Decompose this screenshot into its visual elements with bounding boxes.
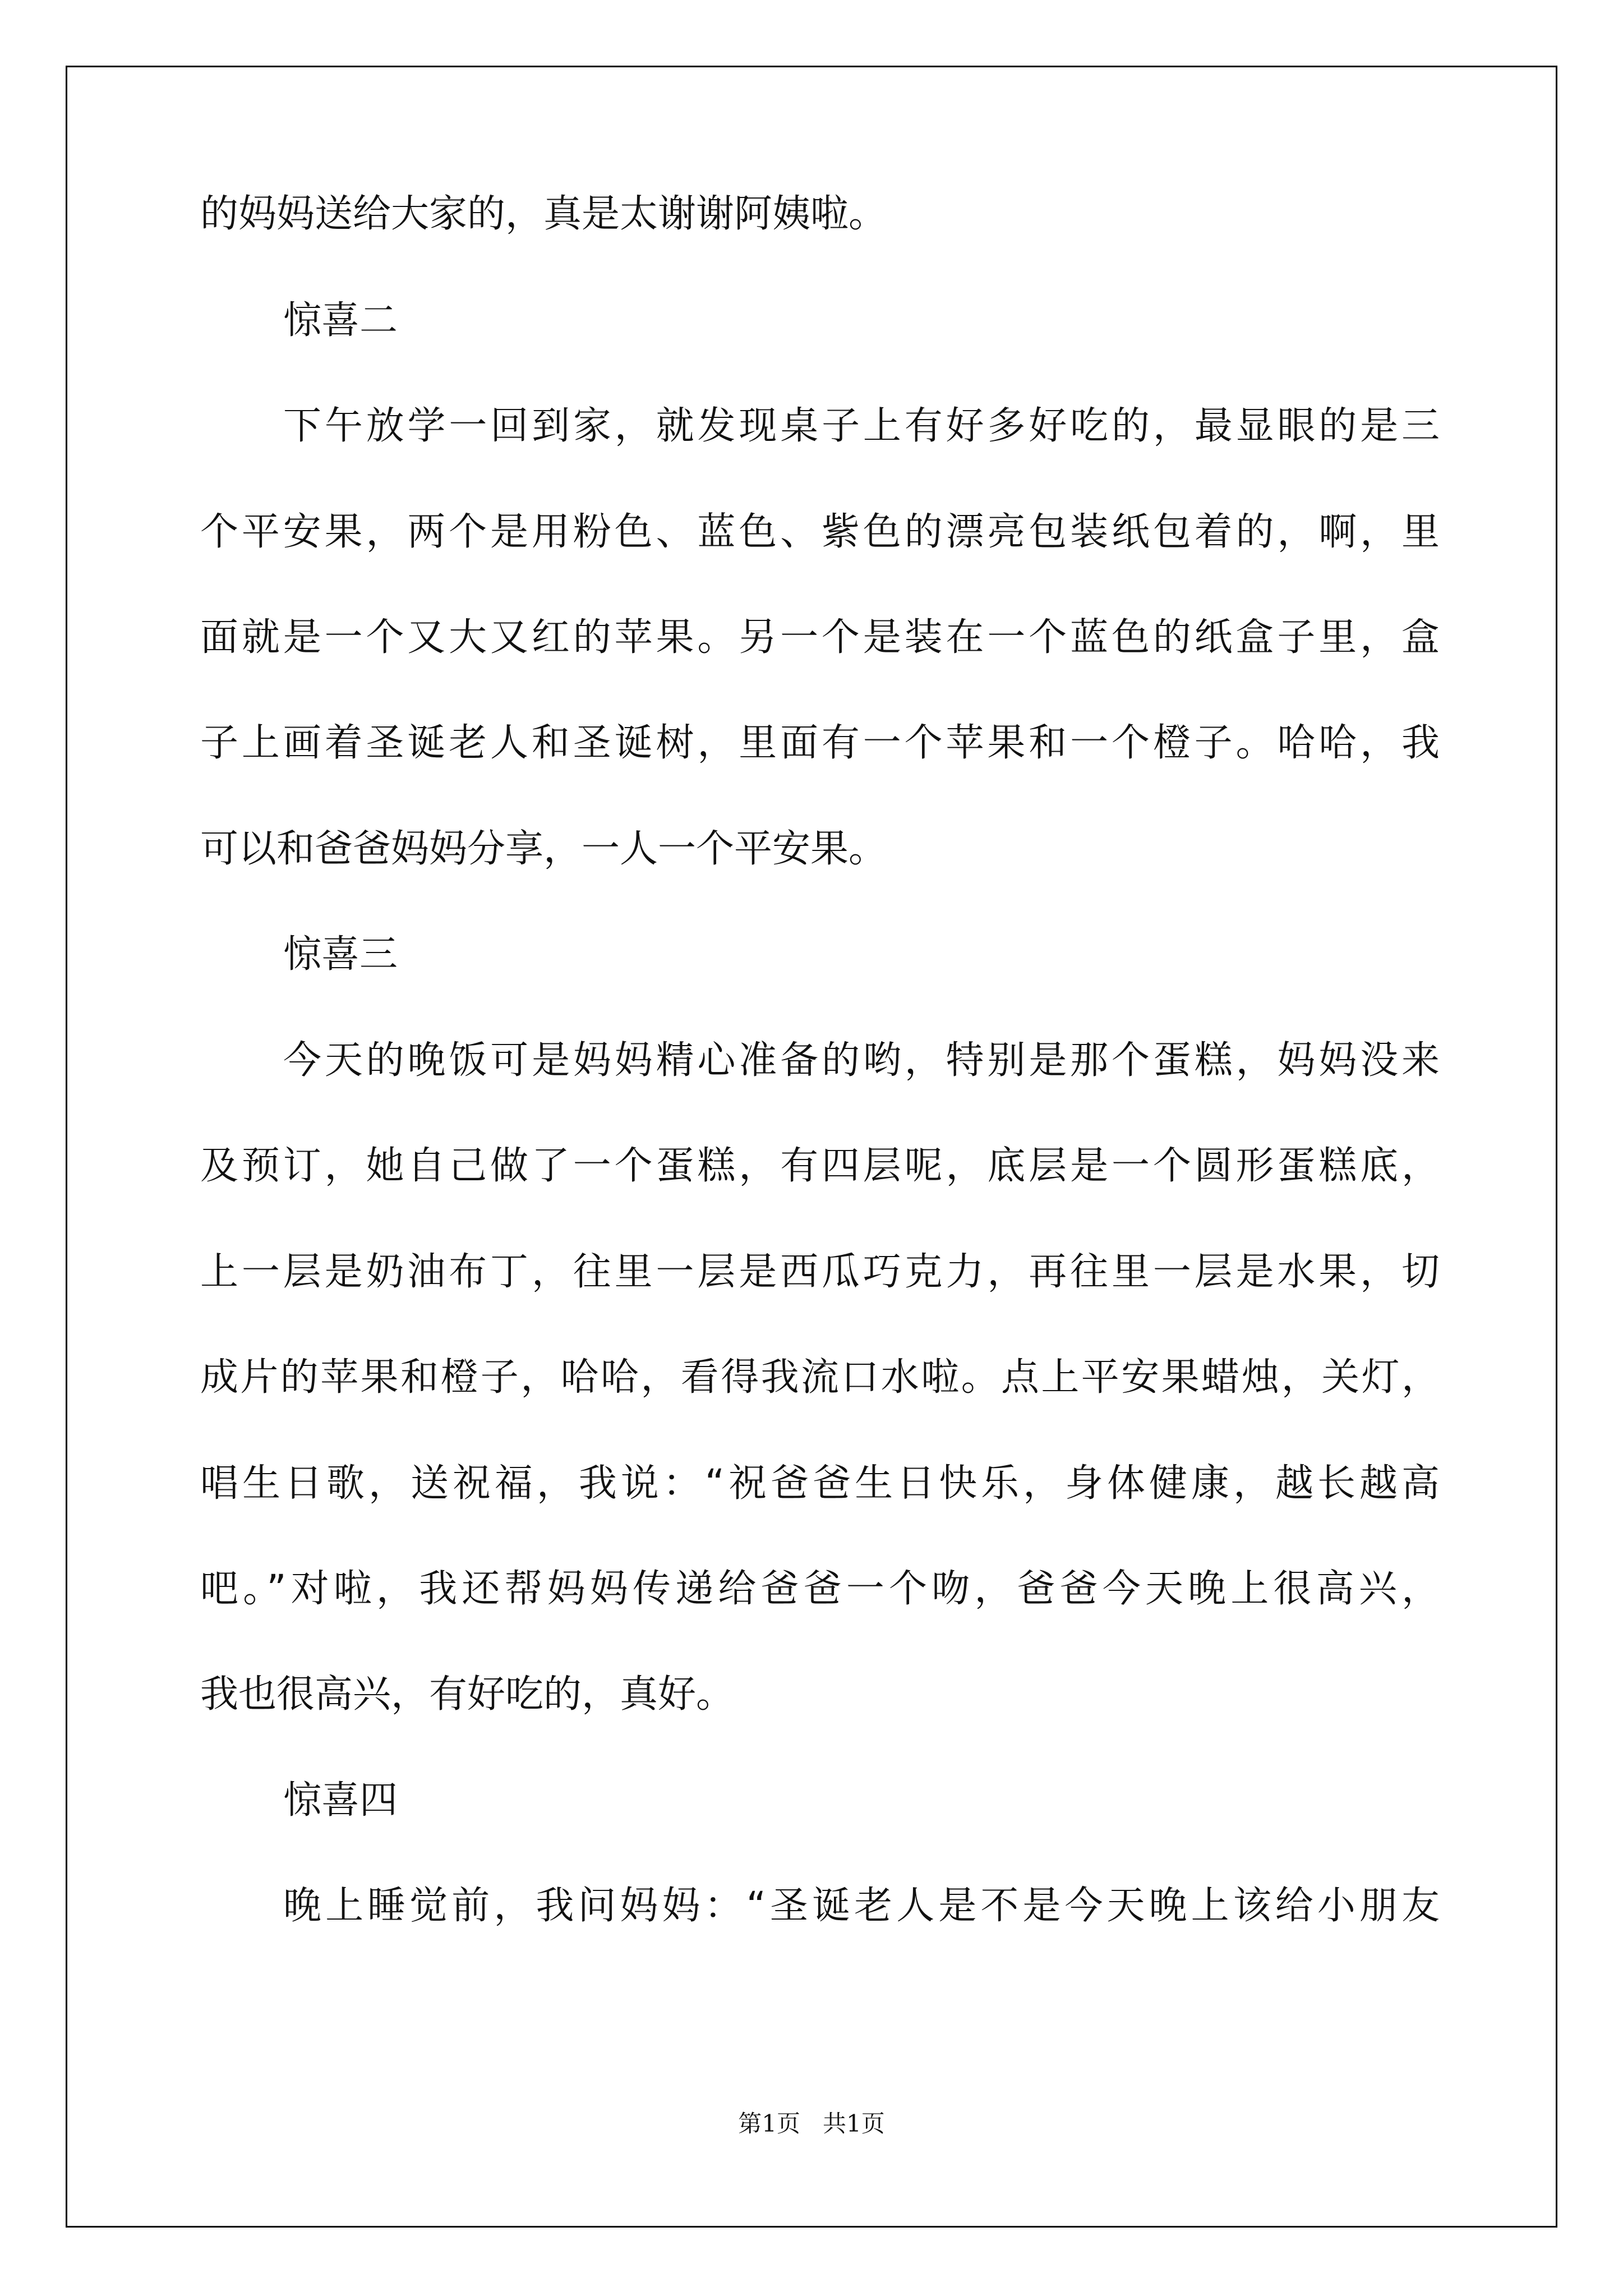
text-line: 下午放学一回到家，就发现桌子上有好多好吃的，最显眼的是三 (283, 404, 1440, 448)
section-heading: 惊喜二 (283, 298, 398, 343)
page-footer: 第1页 共1页 (738, 2110, 885, 2137)
text-line: 唱生日歌，送祝福，我说：“祝爸爸生日快乐，身体健康，越长越高 (200, 1461, 1440, 1506)
text-line: 我也很高兴，有好吃的，真好。 (200, 1672, 735, 1717)
text-line: 个平安果，两个是用粉色、蓝色、紫色的漂亮包装纸包着的，啊，里 (200, 510, 1440, 554)
text-line: 上一层是奶油布丁，往里一层是西瓜巧克力，再往里一层是水果，切 (200, 1250, 1440, 1294)
section-heading: 惊喜三 (283, 932, 398, 977)
text-line: 今天的晚饭可是妈妈精心准备的哟，特别是那个蛋糕，妈妈没来 (283, 1038, 1440, 1083)
text-line: 晚上睡觉前，我问妈妈：“圣诞老人是不是今天晚上该给小朋友 (283, 1884, 1440, 1928)
text-line: 可以和爸爸妈妈分享，一人一个平安果。 (200, 827, 887, 871)
text-line: 的妈妈送给大家的，真是太谢谢阿姨啦。 (200, 192, 887, 236)
section-heading: 惊喜四 (283, 1778, 398, 1823)
text-line: 及预订，她自己做了一个蛋糕，有四层呢，底层是一个圆形蛋糕底， (200, 1144, 1440, 1188)
text-line: 成片的苹果和橙子，哈哈，看得我流口水啦。点上平安果蜡烛，关灯， (200, 1355, 1440, 1400)
text-line: 吧。”对啦，我还帮妈妈传递给爸爸一个吻，爸爸今天晚上很高兴， (200, 1567, 1440, 1611)
text-line: 子上画着圣诞老人和圣诞树，里面有一个苹果和一个橙子。哈哈，我 (200, 721, 1440, 765)
text-line: 面就是一个又大又红的苹果。另一个是装在一个蓝色的纸盒子里，盒 (200, 615, 1440, 660)
